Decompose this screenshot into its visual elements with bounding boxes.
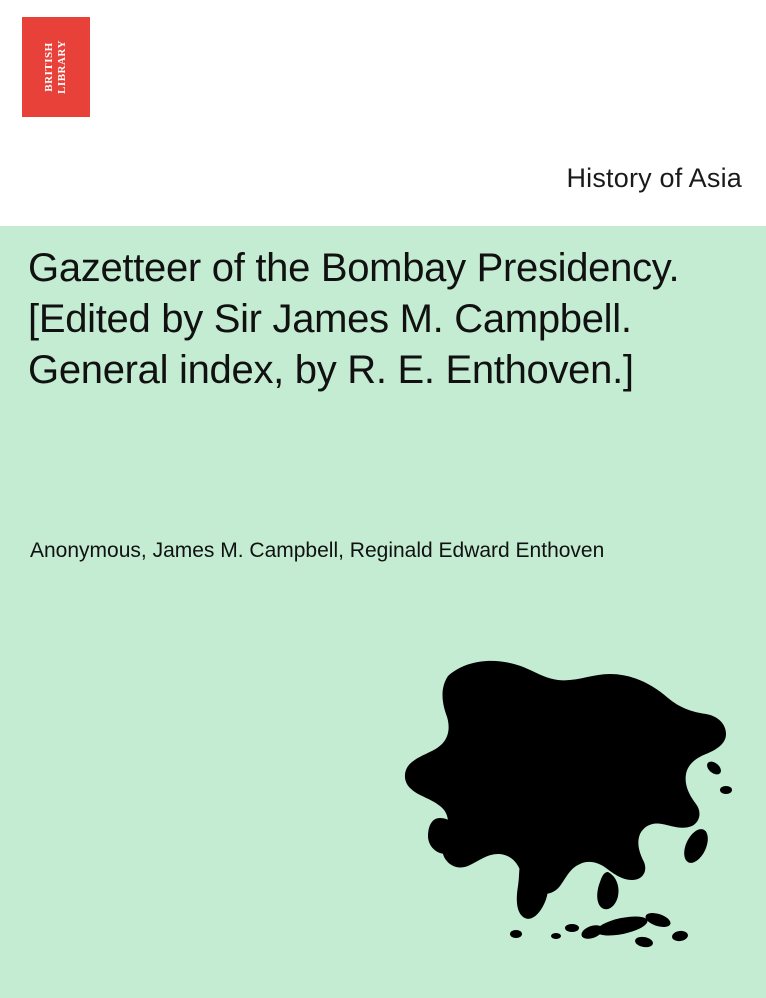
authors-label: Anonymous, James M. Campbell, Reginald Edward Enthoven bbox=[30, 539, 605, 562]
cover-top-band bbox=[0, 0, 766, 136]
british-library-logo bbox=[22, 17, 90, 117]
logo-line-2: LIBRARY bbox=[56, 40, 68, 94]
logo-line-1: BRITISH bbox=[43, 42, 55, 92]
page-title: Gazetteer of the Bombay Presidency. [Edited by Sir James M. Campbell. General index, by R. E. Enthoven.] bbox=[28, 246, 680, 392]
subject-label: History of Asia bbox=[566, 163, 742, 193]
asia-map-silhouette bbox=[396, 640, 746, 960]
